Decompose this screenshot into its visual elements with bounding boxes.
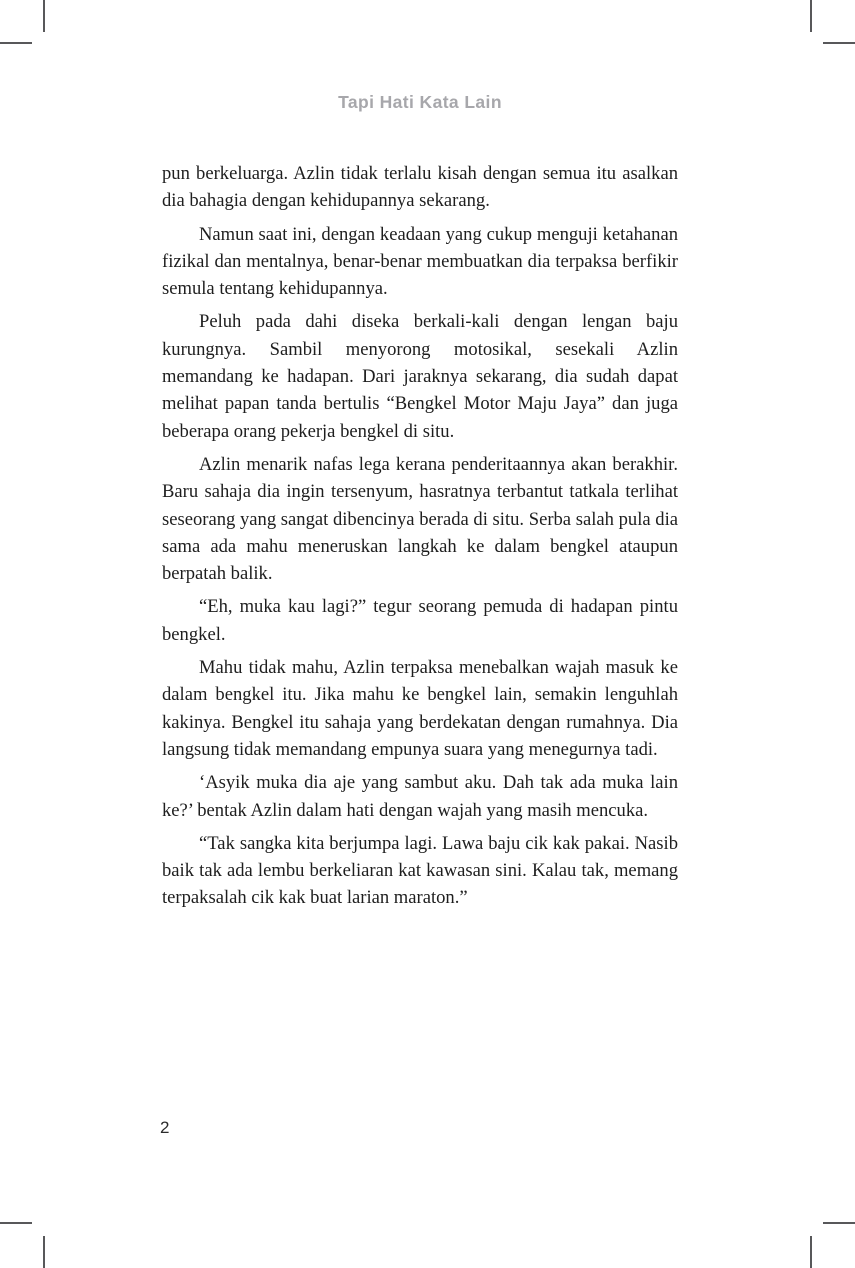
crop-mark-top-right-vertical — [810, 0, 812, 32]
crop-mark-bottom-left-vertical — [43, 1236, 45, 1268]
paragraph-dialogue: “Eh, muka kau lagi?” tegur seorang pemuda di hadapan pintu bengkel. — [162, 596, 678, 645]
paragraph: Azlin menarik nafas lega kerana penderitaannya akan berakhir. Baru sahaja dia ingin tersenyum, hasratnya terbantut tatkala terlihat seseorang yang sangat dibencinya berada di situ. Serba salah pula dia sama ada mahu meneruskan langkah ke dalam bengkel ataupun berpatah balik. — [162, 453, 678, 585]
paragraph: Mahu tidak mahu, Azlin terpaksa menebalkan wajah masuk ke dalam bengkel itu. Jika mahu ke bengkel lain, semakin lenguhlah kakinya. Bengkel itu sahaja yang berdekatan dengan rumahnya. Dia langsung tidak memandang empunya suara yang menegurnya tadi. — [162, 657, 678, 760]
crop-mark-bottom-left-horizontal — [0, 1222, 32, 1224]
paragraph-inner-thought: ‘Asyik muka dia aje yang sambut aku. Dah tak ada muka lain ke?’ bentak Azlin dalam hati dengan wajah yang masih mencuka. — [162, 772, 678, 821]
paragraph-dialogue: “Tak sangka kita berjumpa lagi. Lawa baju cik kak pakai. Nasib baik tak ada lembu berkeliaran kat kawasan sini. Kalau tak, memang terpaksalah cik kak buat larian maraton.” — [162, 832, 678, 909]
running-header-title: Tapi Hati Kata Lain — [338, 92, 502, 112]
crop-mark-top-left-horizontal — [0, 42, 32, 44]
page-number: 2 — [160, 1118, 170, 1137]
crop-mark-top-left-vertical — [43, 0, 45, 32]
crop-mark-top-right-horizontal — [823, 42, 855, 44]
paragraph: Namun saat ini, dengan keadaan yang cukup menguji ketahanan fizikal dan mentalnya, benar-benar membuatkan dia terpaksa berfikir semula tentang kehidupannya. — [162, 223, 678, 300]
page-text-block — [162, 160, 678, 918]
crop-mark-bottom-right-vertical — [810, 1236, 812, 1268]
crop-mark-bottom-right-horizontal — [823, 1222, 855, 1224]
paragraph: pun berkeluarga. Azlin tidak terlalu kisah dengan semua itu asalkan dia bahagia dengan kehidupannya sekarang. — [162, 163, 678, 212]
paragraph: Peluh pada dahi diseka berkali-kali dengan lengan baju kurungnya. Sambil menyorong motosikal, sesekali Azlin memandang ke hadapan. Dari jaraknya sekarang, dia sudah dapat melihat papan tanda bertulis “Bengkel Motor Maju Jaya” dan juga beberapa orang pekerja bengkel di situ. — [162, 311, 678, 442]
